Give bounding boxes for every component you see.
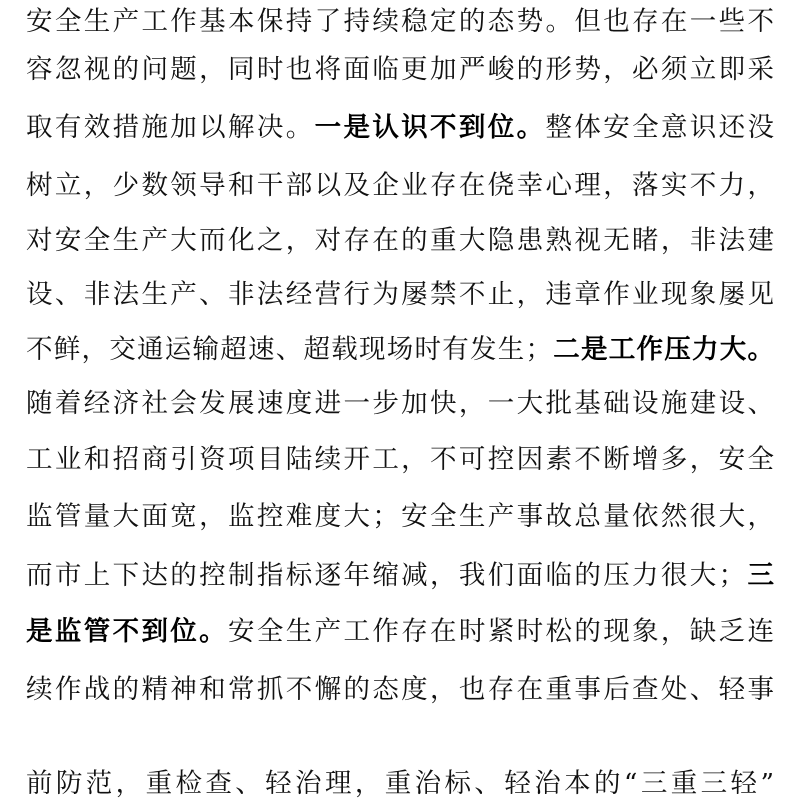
paragraph-line-10 [26, 497, 774, 537]
heading-point-3-start: 三 [745, 560, 775, 591]
text-run: 整体安全意识还没 [545, 112, 775, 143]
paragraph-line-6 [26, 275, 774, 315]
text-run: 随着经济社会发展速度进一步加快，一大批基础设施建设、 [26, 388, 774, 419]
text-run: 安全生产工作基本保持了持续稳定的态势。但也存在一些不 [26, 6, 774, 37]
paragraph-line-1 [26, 2, 774, 42]
text-run: 取有效措施加以解决。 [26, 112, 315, 143]
heading-point-1: 一是认识不到位。 [314, 112, 546, 143]
text-run: 树立，少数领导和干部以及企业存在侥幸心理，落实不力， [26, 170, 774, 201]
text-run: 安全生产工作存在时紧时松的现象，缺乏连 [228, 616, 775, 647]
text-run: 工业和招商引资项目陆续开工，不可控因素不断增多，安全 [26, 444, 774, 475]
paragraph-line-12 [26, 612, 774, 652]
text-run: 续作战的精神和常抓不懈的态度，也存在重事后查处、轻事 [26, 674, 774, 705]
paragraph-line-13 [26, 670, 774, 710]
text-run: 监管量大面宽，监控难度大；安全生产事故总量依然很大， [26, 501, 774, 532]
text-run: 而市上下达的控制指标逐年缩减，我们面临的压力很大； [26, 560, 746, 591]
text-run: 对安全生产大而化之，对存在的重大隐患熟视无睹，非法建 [26, 225, 774, 256]
paragraph-line-3 [26, 108, 774, 148]
text-run: 不鲜，交通运输超速、超载现场时有发生； [26, 334, 552, 365]
paragraph-line-9 [26, 440, 774, 480]
paragraph-line-5 [26, 221, 774, 261]
heading-point-2: 二是工作压力大。 [552, 334, 774, 365]
heading-point-3-end: 是监管不到位。 [26, 616, 229, 647]
paragraph-line-14 [26, 764, 774, 804]
paragraph-line-11 [26, 556, 774, 596]
paragraph-line-8 [26, 384, 774, 424]
paragraph-line-4 [26, 166, 774, 206]
paragraph-line-2 [26, 50, 774, 90]
text-run: 容忽视的问题，同时也将面临更加严峻的形势，必须立即采 [26, 54, 774, 85]
text-run: 前防范，重检查、轻治理，重治标、轻治本的“三重三轻” [26, 768, 774, 799]
paragraph-line-7 [26, 330, 774, 370]
text-run: 设、非法生产、非法经营行为屡禁不止，违章作业现象屡见 [26, 279, 774, 310]
